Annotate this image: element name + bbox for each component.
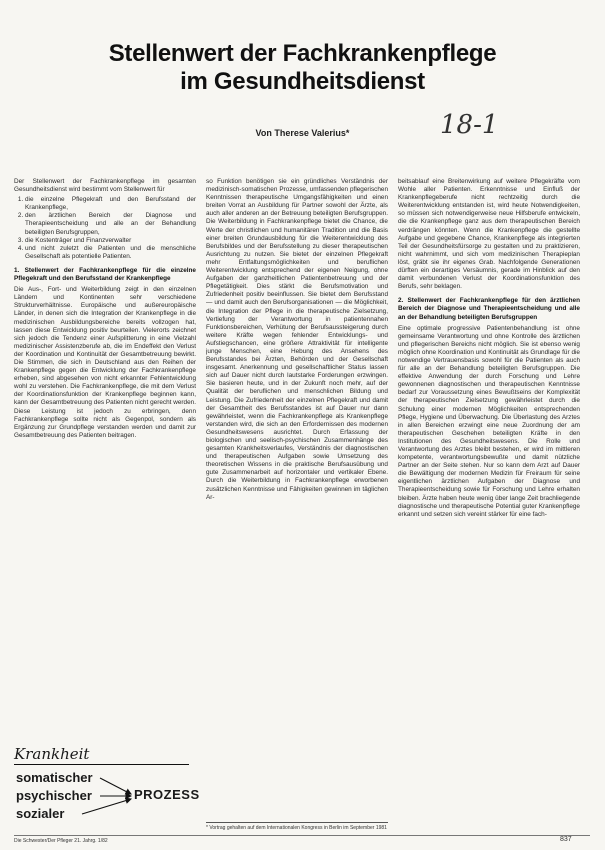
column-3 [398,178,580,828]
diagram-title: Krankheit [14,745,90,763]
diagram-item-social: sozialer [16,806,65,821]
intro-list-item: 1. die einzelne Pflegekraft und den Berufsstand der Krankenpflege, [25,196,196,212]
footer-rule [14,835,590,836]
diagram-item-somatic: somatischer [16,770,93,785]
body-paragraph: Die Aus-, Fort- und Weiterbildung zeigt in den einzelnen Ländern und Kontinenten sehr verschiedene Strukturverhältnisse. Europäische und außereuropäische Länder, in denen sich die Integration der Krankenpflege in die medizinischen Ausbildungsbereiche bereits vollzogen hat, lassen diese Entwicklung positiv beurteilen. Vielerorts zeichnet sich jedoch die Tendenz einer Aufsplitterung in eine Vielzahl medizinischer Assistenzberufe ab, die im Endeffekt den Verlust der Koordination und Kontinuität der Gesamtbetreuung bewirkt. Die Stimmen, die sich in Deutschland aus den Reihen der Krankenpflege gegen die Entwicklung der Fachkrankenpflege erheben, sind abgesehen von nicht erkannter Fehlentwicklung wohl zu verstehen. Die Fachkrankenpflege, die mit dem Verlust der Koordinationsfunktion der Krankenpflege beginnen kann, kann der Gesamtbetreuung des Patienten nicht gerecht werden. Diese Leistung ist jedoch zu erbringen, denn Fachkrankenpflege sollte nicht als Gegenpol, sondern als Ergänzung zur Grundpflege verstanden werden und damit zur Gesamtbetreuung des Patienten beitragen. [14,286,196,439]
diagram-arrows [14,745,204,823]
diagram-arrow [100,778,131,794]
author-byline: Von Therese Valerius* [255,128,350,138]
intro-paragraph: Der Stellenwert der Fachkrankenpflege im gesamten Gesundheitsdienst wird bestimmt vom Stellenwert für [14,178,196,194]
column-1 [14,178,196,743]
krankheit-diagram [14,745,204,823]
column-2 [206,178,388,828]
footer-journal-citation: Die Schwester/Der Pfleger 21. Jahrg. 1/82 [14,838,108,844]
body-paragraph: Eine optimale progressive Patientenbehandlung ist ohne gemeinsame Verantwortung und ohne Kontrolle des ärztlichen und pflegerischen Bereichs nicht möglich. Sie ist ebenso wenig möglich ohne Koordination und Kontinuität als Grundlage für die notwendige Vertrauensbasis sowohl für die Patienten als auch für alle an der Behandlung beteiligten Berufsgruppen. Die effektive Anwendung der durch Forschung und Lehre gewonnenen diagnostischen und therapeutischen Kenntnisse bedarf zur Voraussetzung eines Bewußtseins der Komplexität der therapeutischen Zielsetzung gewährleistet durch die Schulung einer modernen Möglichkeiten entsprechenden Pflege, Hygiene und Überwachung. Die Überlastung des Arztes in allen Bereichen erzwingt eine neue Zuordnung der am therapeutischen Geschehen beteiligten Kräfte in den Institutionen des Gesundheitswesens. Die Rolle und Verantwortung des Arztes bleibt bestehen, er wird im mittleren kompetente, verantwortungsbewußte und damit nützliche Partner an der Seite stehen. Nur so kann dem Arzt auf Dauer die Bewältigung der modernen Medizin für Freiraum für seine eigentlichen ärztlichen Aufgaben der Diagnose und Therapieentscheidung sowie für Forschung und Lehre erhalten bleiben. Ärzte haben heute wenig über lange Zeit brachliegende diagnostische und therapeutische Potential guter Krankenpflege erkannt und setzen sich vereint stärker für eine fach- [398,324,580,518]
body-paragraph: so Funktion benötigen sie ein gründliches Verständnis der medizinisch-somatischen Prozesse, umfassenden pflegerischen Kenntnissen therapeutische Umgangsfähigkeiten und einen breiten Vorrat an Ausbildung für Partner sowohl der Ärzte, als auch aller anderen an der Betreuung beteiligten Berufsgruppen. Die Weiterbildung in Fachkrankenpflege bietet die Chance, die Werte der christlichen und humanitären Tradition und die Basis einer breiten Grundausbildung für die Weiterentwicklung des Berufsbildes und der Berufsstellung zu dieser therapeutischen Ausrichtung zu nutzen. Sie bietet der einzelnen Pflegekraft mehr Entfaltungsmöglichkeiten und beruflichen Weiterentwicklung entsprechend der eigenen Neigung, ohne Aufgaben der ganzheitlichen Patientenbetreuung und der Pflegetätigkeit. Dies stärkt die Berufsmotivation und Zufriedenheit positiv beeinflussen. Sie bietet dem Berufsstand — und damit auch den Berufsorganisationen — die Möglichkeit, die Integration der Pflege in die therapeutische Zielsetzung, Vertiefung der Verantwortung in patientennahen Funktionsbereichen, Verhütung der Berufsaussteigerung durch weitere Kräfte wegen fehlender Entwicklungs- und Aufstiegschancen, eine größere Attraktivität für intelligente junge Menschen, eine Hebung des Ansehens des Berufsstandes bei Ärzten, Behörden und der Gesellschaft insgesamt. Anerkennung und gesellschaftlicher Status lassen sich auf Dauer nicht durch lautstarke Forderungen erzwingen. Sie basieren heute, und in der Zukunft noch mehr, auf der Qualität der beruflichen und menschlichen Bildung und Leistung. Die Zufriedenheit der einzelnen Pflegekraft und damit der Gesamtheit des Berufsstandes ist auf Dauer nur dann gewährleistet, wenn die Fachkrankenpflege als Krankenpflege verstanden wird, die sich an den Erfordernissen des modernen Gesundheitswesens ausrichtet. Durch Erfassung der biologischen und seelisch-psychischen Zusammenhänge des gesamten Krankheitsverlaufes, Verständnis der diagnostischen und therapeutischen Aufgaben sowie Umsetzung des theoretischen Wissens in die praktische Berufsausübung und gute Zusammenarbeit auf horizontaler und vertikaler Ebene. Durch die Weiterbildung in Fachkrankenpflege erworbenen zusätzlichen Kenntnisse und Fähigkeiten gewinnen im täglichen Ar- [206,178,388,501]
intro-list-item: 4. und nicht zuletzt die Patienten und die menschliche Gesellschaft als potentielle Patienten. [25,245,196,261]
diagram-arrow [82,799,131,814]
body-paragraph: beitsablauf eine Breitenwirkung auf weitere Pflegekräfte vom Wohle aller Patienten. Erkenntnisse und Einfluß der Krankenpflegeberufe nicht rechtzeitig durch die Weiterentwicklung entstanden ist, wird heute Notwendigkeiten, so müssen sich notwendigerweise neue Hilfsberufe entwickeln, die die Krankenpflege ganz aus dem therapeutischen Bereich verdrängen könnten. Wenn die Krankenpflege die gestellte Aufgabe und gegebene Chance, Krankenpflege als integrierten Teil der Gesundheitsfürsorge zu gestalten und zu praktizieren, nicht wahrnimmt, und sich vom medizinischen Therapieplan löst, gräbt sie ihr eigenes Grab. Nachfolgende Generationen dürften ein derartiges Versäumnis, gerade im Hinblick auf den damit verbundenen Verlust der Koordinationsfunktion des Berufs, sehr beklagen. [398,178,580,291]
section-heading-2: 2. Stellenwert der Fachkrankenpflege für den ärztlichen Bereich der Diagnose und Therapieentscheidung und alle an der Behandlung beteiligten Berufsgruppen [398,297,580,321]
diagram-item-psychic: psychischer [16,788,92,803]
intro-list-item: 3. die Kostenträger und Finanzverwalter [25,237,196,245]
article-title-line-2: im Gesundheitsdienst [180,68,425,95]
section-heading-1: 1. Stellenwert der Fachkrankenpflege für die einzelne Pflegekraft und den Berufsstand der Krankenpflege [14,266,196,283]
handwritten-note: 18-1 [440,110,499,140]
intro-list [14,196,196,261]
footnote: * Vortrag gehalten auf dem Internationalen Kongress in Berlin im September 1981 [206,822,388,831]
article-title-line-1: Stellenwert der Fachkrankenpflege [108,40,497,67]
diagram-result: PROZESS [134,787,200,802]
intro-list-item: 2. den ärztlichen Bereich der Diagnose und Therapieentscheidung und alle an der Behandlung beteiligten Berufsgruppen, [25,212,196,236]
page-number: 837 [560,836,572,843]
